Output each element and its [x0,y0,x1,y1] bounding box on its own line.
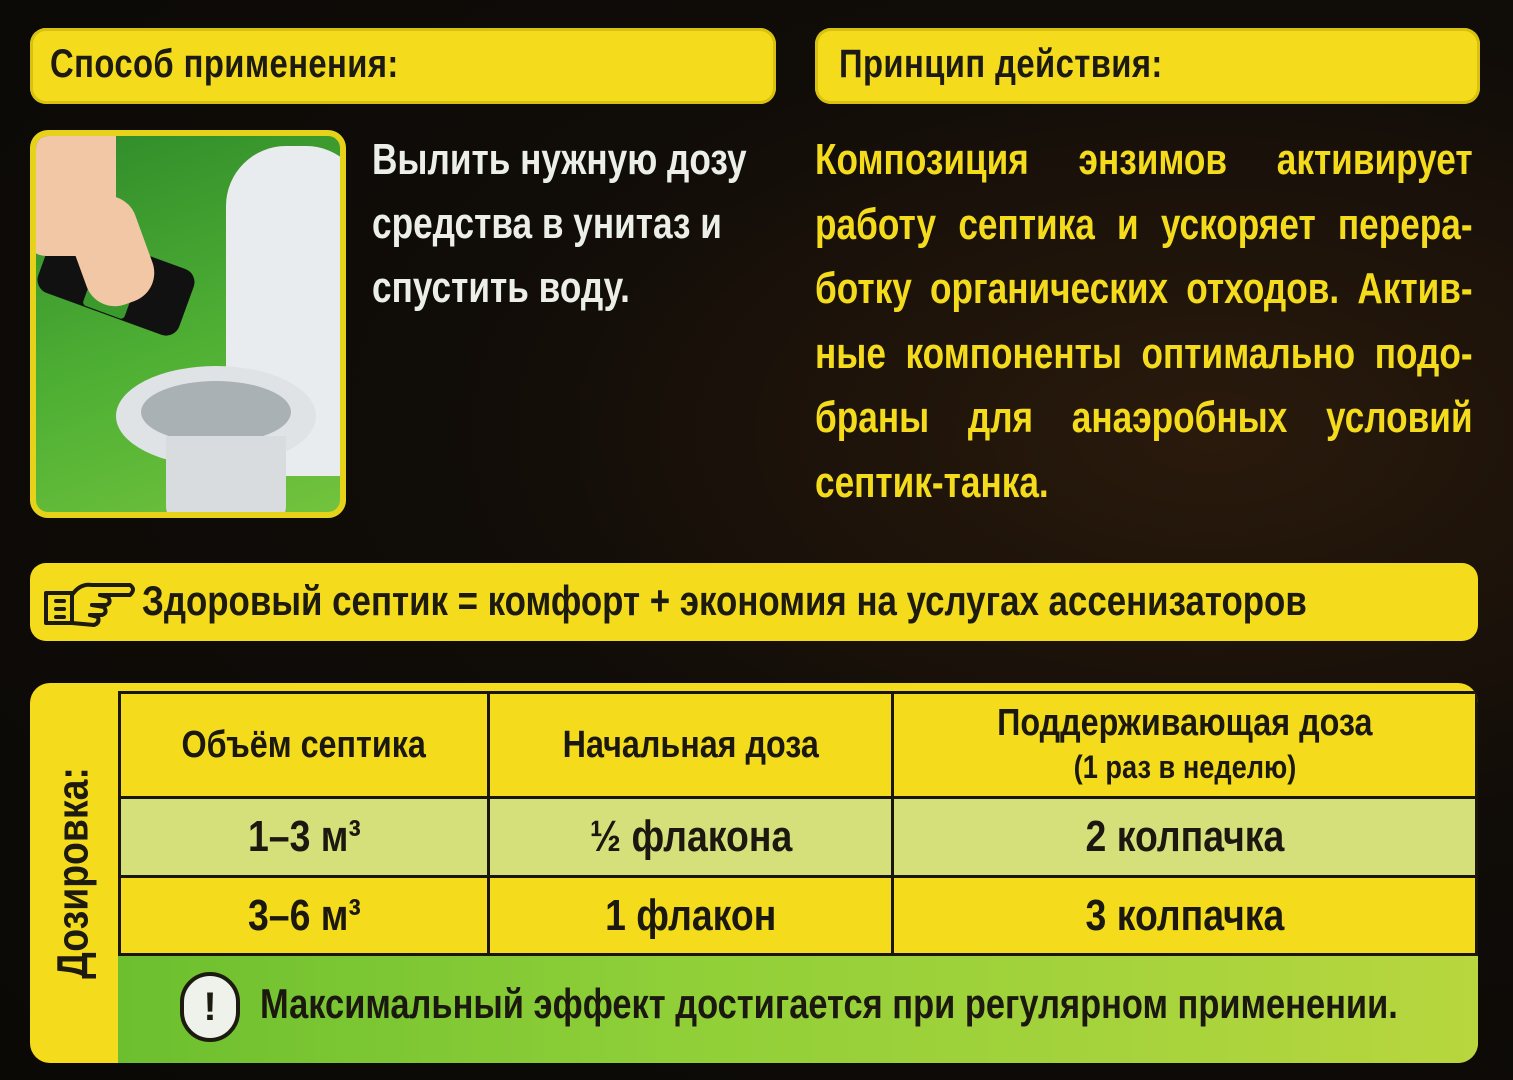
slogan-text: Здоровый септик = комфорт + экономия на услугах ассенизаторов [142,577,1307,624]
cell-initial-dose: ½ флакона [489,798,893,877]
cell-volume: 1–3 м³ [120,798,489,877]
table-row [120,877,1477,956]
cell-initial-dose: 1 флакон [489,877,893,956]
header-initial-dose: Начальная доза [489,693,893,798]
method-instructions [372,128,788,320]
header-maintenance-sub: (1 раз в неделю) [1073,749,1296,785]
cell-maintenance-dose: 2 колпачка [893,798,1477,877]
principle-line: Композиция энзимов активирует [815,135,1473,184]
cell-volume: 3–6 м³ [120,877,489,956]
toilet-bowl-inner-shape [141,381,291,443]
header-volume: Объём септика [120,693,489,798]
method-line: спустить воду. [372,263,630,312]
method-line: средства в унитаз и [372,199,722,248]
principle-header [815,28,1480,104]
toilet-base-shape [166,436,286,518]
principle-description [815,128,1473,515]
dosage-label: Дозировка: [49,767,99,979]
principle-line: ботку органических отходов. Актив- [815,264,1473,313]
usage-note [118,953,1478,1063]
dosage-table [118,691,1478,957]
header-maintenance-dose: Поддерживающая доза (1 раз в неделю) [893,693,1477,798]
toilet-pouring-illustration [30,130,346,518]
method-header [30,28,776,104]
dosage-side-label [30,683,118,1063]
principle-line: ные компоненты оптимально подо- [815,328,1473,378]
method-title: Способ применения: [50,42,399,86]
slogan-bar [30,563,1478,641]
cell-maintenance-dose: 3 колпачка [893,877,1477,956]
usage-note-text: Максимальный эффект достигается при регулярном применении. [260,980,1398,1027]
method-line: Вылить нужную дозу [372,135,747,184]
principle-line: браны для анаэробных условий [815,393,1473,442]
table-header-row [120,693,1477,798]
principle-title: Принцип действия: [839,42,1163,86]
exclamation-icon: ! [180,972,240,1042]
principle-line: работу септика и ускоряет перера- [815,199,1473,249]
pointing-hand-icon [42,573,138,631]
principle-line: септик-танка. [815,457,1049,507]
dosage-panel [30,683,1478,1063]
table-row [120,798,1477,877]
